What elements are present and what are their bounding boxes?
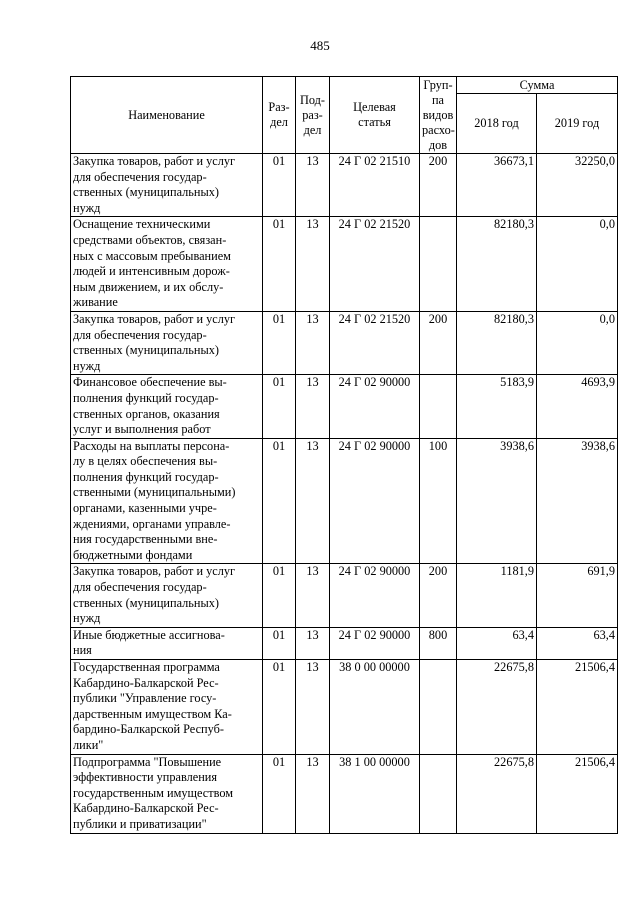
header-name-text: Наименование: [128, 107, 205, 122]
row-name-cell: Закупка товаров, работ и услуг для обеспечения государ- ственных (муниципальных) нужд: [71, 154, 263, 217]
row-target-cell: 38 0 00 00000: [330, 660, 420, 755]
row-subsection-cell: 13: [296, 754, 330, 833]
table-row: [71, 311, 618, 374]
row-2018-cell: 1181,9: [457, 564, 537, 627]
row-group-cell: 100: [420, 438, 457, 564]
row-subsection-cell: 13: [296, 217, 330, 312]
row-subsection-cell: 13: [296, 311, 330, 374]
row-2018-cell: 36673,1: [457, 154, 537, 217]
row-2019-cell: 21506,4: [537, 660, 618, 755]
row-name-cell: Расходы на выплаты персона- лу в целях обеспечения вы- полнения функций государ- ственными (муниципальными) органами, казенными учре- ждениями, органами управле- ния государственными вне- бюджетными фондами: [71, 438, 263, 564]
page-number: 485: [310, 38, 330, 53]
row-group-cell: 200: [420, 311, 457, 374]
row-target-cell: 24 Г 02 21520: [330, 311, 420, 374]
row-subsection-cell: 13: [296, 627, 330, 659]
header-group: [420, 77, 457, 154]
table-row: [71, 754, 618, 833]
row-2019-cell: 0,0: [537, 217, 618, 312]
budget-table: [70, 76, 618, 834]
row-section-cell: 01: [263, 627, 296, 659]
header-sum-text: Сумма: [519, 77, 555, 92]
row-section-cell: 01: [263, 754, 296, 833]
header-subsection: [296, 77, 330, 154]
row-2019-cell: 32250,0: [537, 154, 618, 217]
row-target-cell: 24 Г 02 21520: [330, 217, 420, 312]
row-2018-cell: 82180,3: [457, 311, 537, 374]
row-target-cell: 24 Г 02 90000: [330, 438, 420, 564]
header-section-text: Раз- дел: [268, 100, 290, 129]
table-row: [71, 217, 618, 312]
header-sum: [457, 77, 618, 94]
table-row: [71, 375, 618, 438]
row-group-cell: [420, 217, 457, 312]
row-2018-cell: 22675,8: [457, 754, 537, 833]
header-section: [263, 77, 296, 154]
row-section-cell: 01: [263, 375, 296, 438]
row-2018-cell: 5183,9: [457, 375, 537, 438]
table-row: [71, 627, 618, 659]
row-section-cell: 01: [263, 660, 296, 755]
row-2018-cell: 3938,6: [457, 438, 537, 564]
row-name-cell: Финансовое обеспечение вы- полнения функций государ- ственных органов, оказания услуг и выполнения работ: [71, 375, 263, 438]
header-subsection-text: Под- раз- дел: [299, 92, 326, 137]
row-target-cell: 24 Г 02 90000: [330, 627, 420, 659]
row-target-cell: 24 Г 02 90000: [330, 564, 420, 627]
row-2019-cell: 21506,4: [537, 754, 618, 833]
header-target: [330, 77, 420, 154]
row-section-cell: 01: [263, 438, 296, 564]
row-name-cell: Закупка товаров, работ и услуг для обеспечения государ- ственных (муниципальных) нужд: [71, 311, 263, 374]
table-row: [71, 660, 618, 755]
row-2019-cell: 0,0: [537, 311, 618, 374]
row-subsection-cell: 13: [296, 375, 330, 438]
row-group-cell: [420, 660, 457, 755]
row-name-cell: Подпрограмма "Повышение эффективности управления государственным имуществом Кабардино-Балкарской Рес- публики и приватизации": [71, 754, 263, 833]
header-year-2019: 2019 год: [537, 94, 618, 154]
row-subsection-cell: 13: [296, 438, 330, 564]
header-group-text: Груп- па видов расхо- дов: [422, 77, 455, 152]
row-2019-cell: 4693,9: [537, 375, 618, 438]
row-group-cell: 800: [420, 627, 457, 659]
table-body: [71, 154, 618, 834]
row-group-cell: [420, 375, 457, 438]
table-row: [71, 564, 618, 627]
row-name-cell: Закупка товаров, работ и услуг для обеспечения государ- ственных (муниципальных) нужд: [71, 564, 263, 627]
row-group-cell: 200: [420, 154, 457, 217]
row-2019-cell: 3938,6: [537, 438, 618, 564]
table-row: [71, 438, 618, 564]
header-name: [71, 77, 263, 154]
row-subsection-cell: 13: [296, 154, 330, 217]
row-section-cell: 01: [263, 154, 296, 217]
row-group-cell: 200: [420, 564, 457, 627]
table-row: [71, 154, 618, 217]
header-target-text: Целевая статья: [353, 100, 396, 129]
row-target-cell: 24 Г 02 90000: [330, 375, 420, 438]
row-target-cell: 24 Г 02 21510: [330, 154, 420, 217]
row-2018-cell: 82180,3: [457, 217, 537, 312]
row-2019-cell: 63,4: [537, 627, 618, 659]
header-year-2018: 2018 год: [457, 94, 537, 154]
row-2018-cell: 63,4: [457, 627, 537, 659]
row-group-cell: [420, 754, 457, 833]
row-section-cell: 01: [263, 217, 296, 312]
row-section-cell: 01: [263, 564, 296, 627]
row-2018-cell: 22675,8: [457, 660, 537, 755]
row-2019-cell: 691,9: [537, 564, 618, 627]
row-subsection-cell: 13: [296, 660, 330, 755]
row-name-cell: Государственная программа Кабардино-Балкарской Рес- публики "Управление госу- дарственным имуществом Ка- бардино-Балкарской Респуб- лики": [71, 660, 263, 755]
row-name-cell: Оснащение техническими средствами объектов, связан- ных с массовым пребыванием людей и интенсивным дорож- ным движением, и их обслу- живание: [71, 217, 263, 312]
row-subsection-cell: 13: [296, 564, 330, 627]
row-section-cell: 01: [263, 311, 296, 374]
header-row-top: [71, 77, 618, 94]
row-target-cell: 38 1 00 00000: [330, 754, 420, 833]
row-name-cell: Иные бюджетные ассигнова- ния: [71, 627, 263, 659]
